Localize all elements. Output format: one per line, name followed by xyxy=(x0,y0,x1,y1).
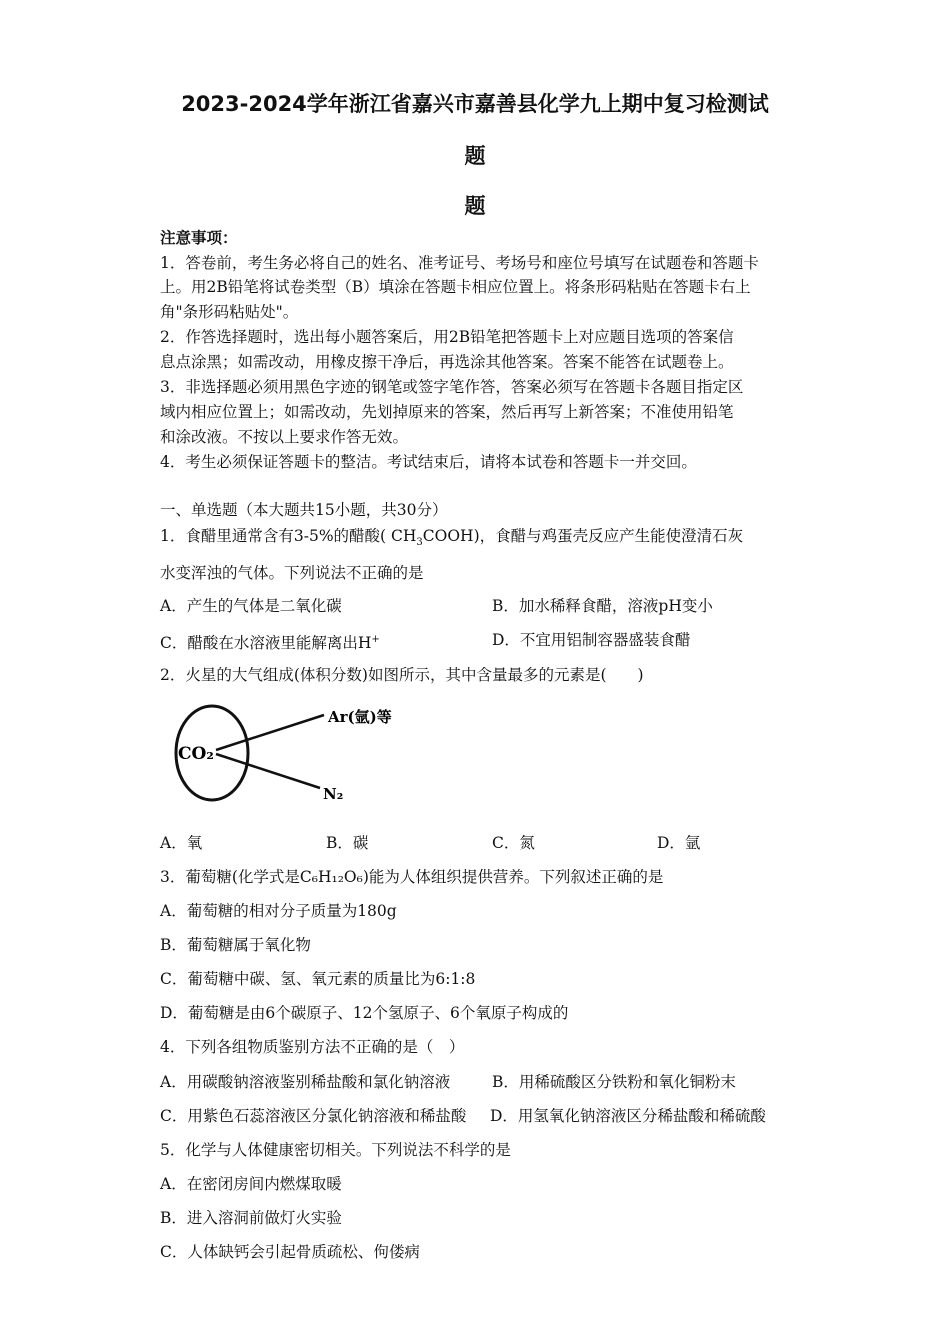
q4-option-b: B．用稀硫酸区分铁粉和氧化铜粉末 xyxy=(492,1073,736,1091)
notice-line: 2．作答选择题时，选出每小题答案后，用2B铅笔把答题卡上对应题目选项的答案信 xyxy=(160,328,734,346)
ar-label: Ar(氩)等 xyxy=(328,708,392,726)
notice-line: 域内相应位置上；如需改动，先划掉原来的答案，然后再写上新答案；不准使用铅笔 xyxy=(160,403,734,421)
q4-option-d: D．用氢氧化钠溶液区分稀盐酸和稀硫酸 xyxy=(490,1107,766,1125)
q3-option-a: A．葡萄糖的相对分子质量为180g xyxy=(160,902,397,920)
notice-line: 息点涂黑；如需改动，用橡皮擦干净后，再选涂其他答案。答案不能答在试题卷上。 xyxy=(160,353,734,371)
q5-option-b: B．进入溶洞前做灯火实验 xyxy=(160,1209,342,1227)
q3-option-c: C．葡萄糖中碳、氢、氧元素的质量比为6:1:8 xyxy=(160,970,476,988)
notice-line: 上。用2B铅笔将试卷类型（B）填涂在答题卡相应位置上。将条形码粘贴在答题卡右上 xyxy=(160,278,751,296)
section-heading: 一、单选题（本大题共15小题，共30分） xyxy=(160,501,448,519)
q5-stem: 5．化学与人体健康密切相关。下列说法不科学的是 xyxy=(160,1141,511,1159)
q2-option-a: A．氧 xyxy=(160,834,203,852)
page-title-repeat: 题 xyxy=(464,194,486,218)
notice-line: 角"条形码粘贴处"。 xyxy=(160,303,299,321)
q5-option-a: A．在密闭房间内燃煤取暖 xyxy=(160,1175,342,1193)
q2-stem: 2．火星的大气组成(体积分数)如图所示，其中含量最多的元素是( ) xyxy=(160,666,644,684)
q5-option-c: C．人体缺钙会引起骨质疏松、佝偻病 xyxy=(160,1243,420,1261)
q4-stem: 4．下列各组物质鉴别方法不正确的是（ ） xyxy=(160,1038,465,1056)
page-title: 2023-2024学年浙江省嘉兴市嘉善县化学九上期中复习检测试 xyxy=(181,92,769,116)
q1-option-d: D．不宜用铝制容器盛装食醋 xyxy=(492,631,691,649)
q1-stem-line2: 水变浑浊的气体。下列说法不正确的是 xyxy=(160,564,424,582)
q1-option-b: B．加水稀释食醋，溶液pH变小 xyxy=(492,597,713,615)
page-title-continued: 题 xyxy=(464,144,486,168)
q2-option-b: B．碳 xyxy=(326,834,369,852)
mars-atmosphere-diagram xyxy=(172,700,432,808)
notice-line: 1．答卷前，考生务必将自己的姓名、准考证号、考场号和座位号填写在试题卷和答题卡 xyxy=(160,254,759,272)
q3-stem: 3．葡萄糖(化学式是C₆H₁₂O₆)能为人体组织提供营养。下列叙述正确的是 xyxy=(160,868,664,886)
notice-heading: 注意事项： xyxy=(160,228,238,247)
ar-pointer-line xyxy=(216,715,324,750)
notice-line: 3．非选择题必须用黑色字迹的钢笔或签字笔作答，答案必须写在答题卡各题目指定区 xyxy=(160,378,744,396)
q4-option-c: C．用紫色石蕊溶液区分氯化钠溶液和稀盐酸 xyxy=(160,1107,467,1125)
notice-line: 和涂改液。不按以上要求作答无效。 xyxy=(160,428,409,446)
q1-option-a: A．产生的气体是二氧化碳 xyxy=(160,597,342,615)
n2-label: N₂ xyxy=(323,785,344,803)
notice-line: 4．考生必须保证答题卡的整洁。考试结束后，请将本试卷和答题卡一并交回。 xyxy=(160,453,697,471)
q3-option-d: D．葡萄糖是由6个碳原子、12个氢原子、6个氧原子构成的 xyxy=(160,1004,569,1022)
co2-label: CO₂ xyxy=(178,744,214,764)
q2-option-c: C．氮 xyxy=(492,834,535,852)
q4-option-a: A．用碳酸钠溶液鉴别稀盐酸和氯化钠溶液 xyxy=(160,1073,451,1091)
q3-option-b: B．葡萄糖属于氧化物 xyxy=(160,936,311,954)
q1-stem-line1: 1．食醋里通常含有3-5%的醋酸( $CH_3COOH$)，食醋与鸡蛋壳反应产生能使澄清石灰 xyxy=(160,527,744,549)
n2-pointer-line xyxy=(216,754,320,788)
q1-option-c: C．醋酸在水溶液里能解离出H+ xyxy=(160,634,380,653)
q2-option-d: D．氩 xyxy=(657,834,701,852)
